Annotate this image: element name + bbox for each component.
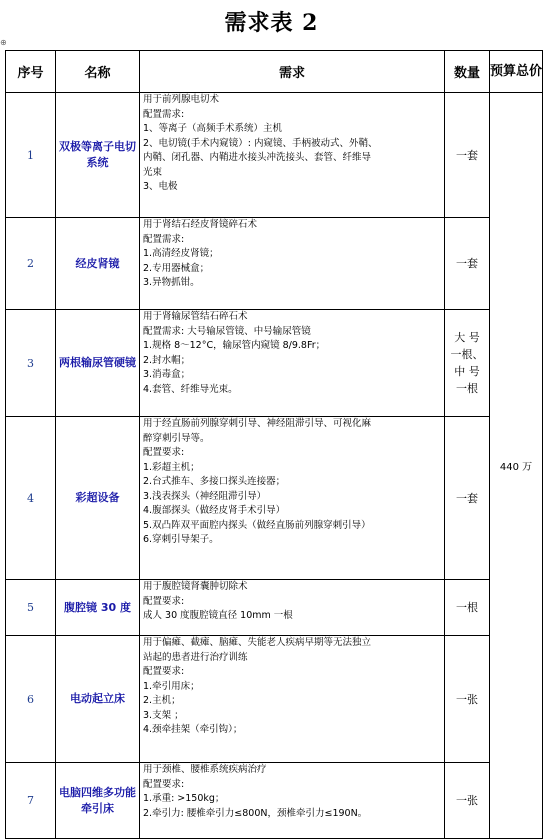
requirement-line: 2.封水帽； [143,354,191,366]
quantity: 一张 [445,763,490,839]
requirement-line: 配置要求: [143,666,185,677]
requirement-cell [140,417,445,580]
requirement-line: 3、电极 [143,181,178,192]
quantity: 一套 [445,417,490,580]
header-row [6,51,543,93]
requirement-line: 1.承重: >150kg； [143,793,225,804]
budget-total: 440 万 [490,93,543,839]
requirement-line: 用于腹腔镜肾囊肿切除术 [143,581,248,592]
item-name: 电动起立床 [56,636,140,763]
requirement-line: 用于颈椎、腰椎系统疾病治疗 [143,764,267,775]
requirement-line: 用于偏瘫、截瘫、脑瘫、失能老人疾病早期等无法独立 [143,637,372,648]
requirement-line: 配置要求: [143,595,185,607]
item-name: 腹腔镜 30 度 [56,580,140,636]
row-number: 6 [6,636,56,763]
table-row [6,218,543,310]
item-name: 彩超设备 [56,417,140,580]
table-row [6,763,543,839]
header-quantity: 数量 [445,51,490,93]
requirement-line: 4.颈牵挂架（牵引钩）； [143,724,243,735]
requirement-cell [140,580,445,636]
requirement-line: 1.高清经皮肾镜； [143,248,219,259]
requirement-line: 4.套管、纤维导光束。 [143,383,238,395]
header-requirement: 需求 [140,51,445,93]
requirement-line: 2.主机； [143,695,181,706]
requirement-line: 配置需求: [143,233,185,245]
row-number: 7 [6,763,56,839]
table-row [6,636,543,763]
quantity: 大 号一根、中 号一根 [445,310,490,417]
item-name: 双极等离子电切系统 [56,93,140,218]
header-no: 序号 [6,51,56,93]
header-name: 名称 [56,51,140,93]
requirement-line: 3.浅表探头（神经阻滞引导） [143,490,267,502]
requirement-line: 2、电切镜(手术内窥镜）: 内窥镜、手柄被动式、外鞘、 [143,137,378,149]
requirement-line: 3.消毒盒； [143,369,191,380]
requirement-line: 配置需求: 大号输尿管镜、中号输尿管镜 [143,325,311,337]
quantity: 一张 [445,636,490,763]
requirement-cell [140,310,445,417]
requirement-line: 配置要求: [143,778,185,790]
requirement-line: 2.牵引力: 腰椎牵引力≤800N，颈椎牵引力≤190N。 [143,807,368,819]
row-number: 3 [6,310,56,417]
requirement-line: 2.专用器械盒； [143,262,210,274]
requirement-line: 用于肾结石经皮肾镜碎石术 [143,219,258,230]
requirement-line: 站起的患者进行治疗训练 [143,651,248,663]
requirement-line: 5.双凸阵双平面腔内探头（做经直肠前列腺穿刺引导） [143,519,371,531]
requirement-line: 用于肾输尿管结石碎石术 [143,311,248,322]
requirement-line: 用于经直肠前列腺穿刺引导、神经阻滞引导、可视化麻 [143,418,372,429]
requirement-line: 1.规格 8～12°C，输尿管内窥镜 8/9.8Fr； [143,340,326,351]
requirements-table [5,50,543,839]
quantity: 一根 [445,580,490,636]
table-anchor-icon: ⊕ [0,38,7,47]
requirement-line: 用于前列腺电切术 [143,94,220,105]
row-number: 1 [6,93,56,218]
requirement-line: 1.牵引用床； [143,680,200,692]
item-name: 电脑四维多功能牵引床 [56,763,140,839]
row-number: 5 [6,580,56,636]
requirement-line: 4.腹部探头（做经皮肾手术引导） [143,505,286,516]
requirement-line: 成人 30 度腹腔镜直径 10mm 一根 [143,610,293,621]
requirement-cell [140,218,445,310]
row-number: 4 [6,417,56,580]
requirement-line: 3.支架 ； [143,709,184,721]
requirement-line: 内鞘、闭孔器、内鞘进水接头冲洗接头、套管、纤维导 [143,152,372,163]
requirement-line: 2.台式推车、多接口探头连接器； [143,476,286,487]
requirement-line: 光束 [143,166,163,178]
requirement-cell [140,636,445,763]
requirement-line: 配置需求: [143,108,185,120]
requirement-line: 3.异物抓钳。 [143,277,200,288]
quantity: 一套 [445,218,490,310]
quantity: 一套 [445,93,490,218]
table-row [6,417,543,580]
item-name: 两根输尿管硬镜 [56,310,140,417]
requirement-line: 1.彩超主机； [143,461,200,473]
table-row [6,310,543,417]
table-row [6,580,543,636]
requirement-line: 配置要求: [143,447,185,458]
item-name: 经皮肾镜 [56,218,140,310]
requirement-line: 1、等离子（高频手术系统）主机 [143,123,283,134]
row-number: 2 [6,218,56,310]
page-title: 需求表 2 [224,10,319,36]
requirement-cell [140,763,445,839]
table-row [6,93,543,218]
header-budget: 预算总价 [490,51,543,93]
requirement-line: 6.穿刺引导架子。 [143,534,219,545]
requirement-cell [140,93,445,218]
requirement-line: 醉穿刺引导等。 [143,432,210,444]
